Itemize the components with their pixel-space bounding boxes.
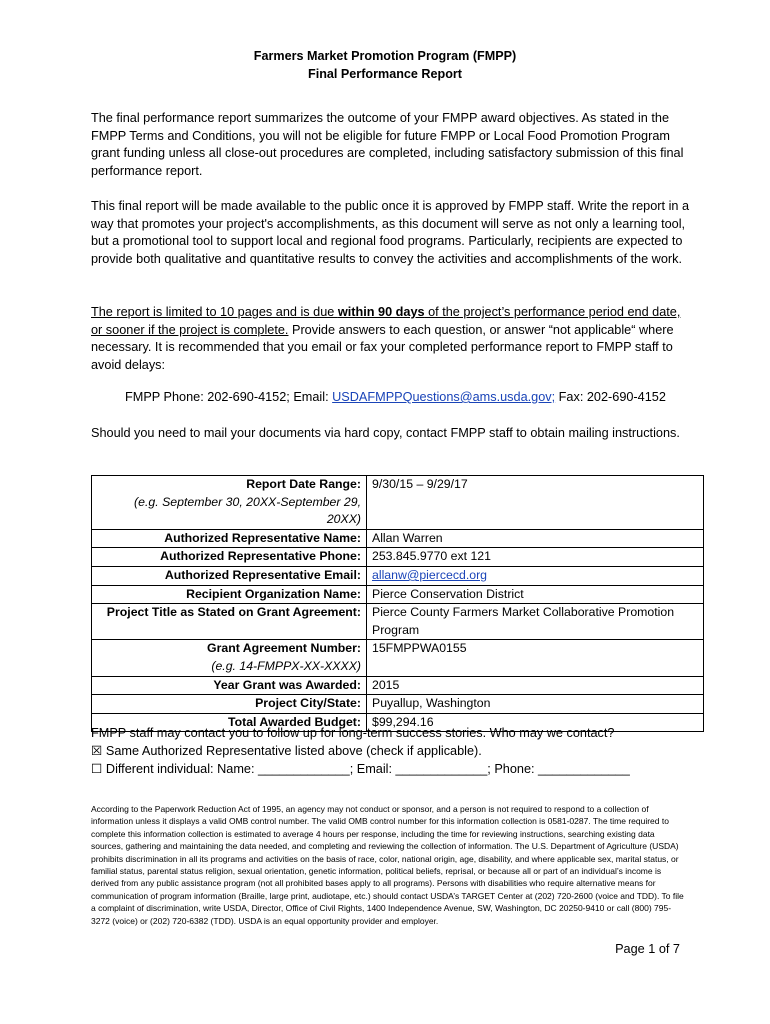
table-row [92,604,704,640]
different-individual-label: Different individual: Name: _____________; Email: _____________; Phone: _____________ [102,762,630,776]
table-label-cell: Year Grant was Awarded: [92,676,367,695]
checked-checkbox-icon[interactable]: ☒ [91,744,103,758]
same-representative-option [91,742,630,760]
table-value-cell: 9/30/15 – 9/29/17 [367,476,704,530]
due-notice-part-2: of the project’s performance period end date, or sooner if the project is complete. [91,305,681,337]
due-notice-part-1: The report is limited to 10 pages and is due [91,305,338,319]
fmpp-contact-line [125,388,666,406]
row-label: Grant Agreement Number: [207,641,361,656]
mail-instructions-paragraph: Should you need to mail your documents via hard copy, contact FMPP staff to obtain mailing instructions. [91,426,680,440]
table-label-cell: Project City/State: [92,695,367,714]
intro-paragraph-3 [91,304,691,374]
table-row [92,548,704,567]
table-row [92,640,704,676]
title-line-2: Final Performance Report [308,67,462,81]
table-value-cell: Pierce Conservation District [367,585,704,604]
fmpp-phone-text: FMPP Phone: 202-690-4152; Email: [125,390,333,404]
document-title [0,47,770,83]
table-label-cell: Project Title as Stated on Grant Agreement: [92,604,367,640]
table-label-cell: Recipient Organization Name: [92,585,367,604]
table-label-cell [92,476,367,530]
row-example: (e.g. September 30, 20XX-September 29, 20XX) [134,494,361,527]
table-label-cell: Authorized Representative Phone: [92,548,367,567]
table-value-cell [367,566,704,585]
table-row [92,695,704,714]
table-row [92,566,704,585]
due-notice-deadline: within 90 days [337,305,425,319]
table-label-cell [92,640,367,676]
same-representative-label: Same Authorized Representative listed above (check if applicable). [102,744,482,758]
table-label-cell: Authorized Representative Email: [92,566,367,585]
intro-paragraph-2: This final report will be made available to the public once it is approved by FMPP staff. Write the report in a way that promotes your project's accomplishments, as this document will serve as not only a learning tool, but a promotional tool to support local and regional food programs. Particularly, recipients are expected to provide both qualitative and quantitative results to convey the activities and accomplishments of the work. [91,199,690,266]
intro-paragraph-1: The final performance report summarizes the outcome of your FMPP award objectives. As stated in the FMPP Terms and Conditions, you will not be eligible for future FMPP or Local Food Promotion Program grant funding unless all close-out procedures are completed, including satisfactory submission of this final performance report. [91,111,684,178]
table-label-cell: Total Awarded Budget: [92,713,367,732]
table-value-cell: 2015 [367,676,704,695]
title-line-1: Farmers Market Promotion Program (FMPP) [253,49,517,63]
paperwork-reduction-notice: According to the Paperwork Reduction Act of 1995, an agency may not conduct or sponsor, and a person is not required to respond to a collection of information unless it displays a valid OMB control number. The valid OMB control number for this information collection is 0581-0287. The time required to complete this information collection is estimated to average 4 hours per response, including the time for reviewing instructions, searching existing data sources, gathering and maintaining the data needed, and completing and reviewing the collection of information. The U.S. Department of Agriculture (USDA) prohibits discrimination in all its programs and activities on the basis of race, color, national origin, age, disability, and where applicable sex, marital status, or familial status, parental status religion, sexual orientation, genetic information, political beliefs, reprisal, or because all or part of an individual’s income is derived from any public assistance program (not all prohibited bases apply to all programs). Persons with disabilities who require alternative means for communication of program information (Braille, large print, audiotape, etc.) should contact USDA’s TARGET Center at (202) 720-2600 (voice and TDD). To file a complaint of discrimination, write USDA, Director, Office of Civil Rights, 1400 Independence Avenue, SW, Washington, DC 20250-9410 or call (800) 795-3272 (voice) or (202) 720-6382 (TDD). USDA is an equal opportunity provider and employer. [91,804,684,926]
followup-contact-section [91,724,630,778]
fmpp-email-link[interactable]: USDAFMPPQuestions@ams.usda.gov; [332,390,556,404]
table-row [92,585,704,604]
representative-email-link[interactable]: allanw@piercecd.org [372,567,488,582]
row-example: (e.g. 14-FMPPX-XX-XXXX) [211,658,361,673]
table-value-cell: 15FMPPWA0155 [367,640,704,676]
table-value-cell: Allan Warren [367,529,704,548]
table-value-cell: 253.845.9770 ext 121 [367,548,704,567]
table-value-cell: $99,294.16 [367,713,704,732]
table-label-cell: Authorized Representative Name: [92,529,367,548]
fmpp-fax-text: Fax: 202-690-4152 [555,390,666,404]
followup-question: FMPP staff may contact you to follow up for long-term success stories. Who may we contact? [91,726,615,740]
row-label: Report Date Range: [246,477,361,491]
table-row [92,676,704,695]
table-value-cell: Pierce County Farmers Market Collaborative Promotion Program [367,604,704,640]
unchecked-checkbox-icon[interactable]: ☐ [91,762,103,776]
different-individual-option [91,760,630,778]
table-row [92,529,704,548]
due-notice-rest: Provide answers to each question, or answer “not applicable“ where necessary. It is recommended that you email or fax your completed performance report to FMPP staff to avoid delays: [91,322,674,372]
table-row [92,476,704,530]
page-number: Page 1 of 7 [615,942,680,956]
report-info-table [91,475,704,732]
table-value-cell: Puyallup, Washington [367,695,704,714]
